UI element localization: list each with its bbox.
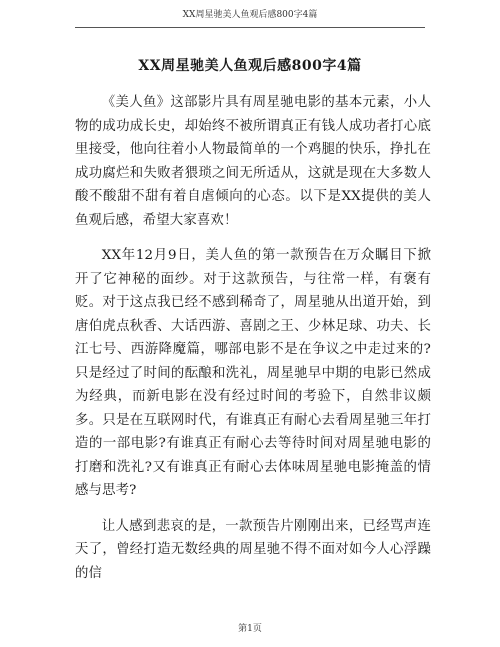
document-body (75, 91, 431, 597)
page-footer (0, 623, 500, 635)
document-title: XX周星驰美人鱼观后感800字4篇 (138, 58, 362, 74)
body-paragraph: XX年12月9日，美人鱼的第一款预告在万众瞩目下掀开了它神秘的面纱。对于这款预告，与往常一样，有褒有贬。对于这点我已经不感到稀奇了，周星驰从出道开始，到唐伯虎点秋香、大话西游、喜剧之王、少林足球、功夫、长江七号、西游降魔篇，哪部电影不是在争议之中走过来的?只是经过了时间的酝酿和洗礼，周星驰早中期的电影已然成为经典，而新电影在没有经过时间的考验下，自然非议颇多。只是在互联网时代，有谁真正有耐心去看周星驰三年打造的一部电影?有谁真正有耐心去等待时间对周星驰电影的打磨和洗礼?又有谁真正有耐心去体味周星驰电影掩盖的情感与思考? (75, 248, 431, 498)
body-paragraph: 《美人鱼》这部影片具有周星驰电影的基本元素，小人物的成功成长史，却始终不被所谓真正有钱人成功者打心底里接受，他向往着小人物最简单的一个鸡腿的快乐，挣扎在成功腐烂和失败者猥琐之间无所适从，这就是现在大多数人酸不酸甜不甜有着自虐倾向的心态。以下是XX提供的美人鱼观后感，希望大家喜欢！ (75, 95, 431, 228)
header-divider (75, 27, 425, 28)
page-header (0, 0, 500, 21)
page-number: 第1页 (238, 624, 262, 634)
body-paragraph: 让人感到悲哀的是，一款预告片刚刚出来，已经骂声连天了，曾经打造无数经典的周星驰不得不面对如今人心浮躁的信 (75, 518, 431, 581)
running-title: XX周星驰美人鱼观后感800字4篇 (182, 10, 318, 20)
